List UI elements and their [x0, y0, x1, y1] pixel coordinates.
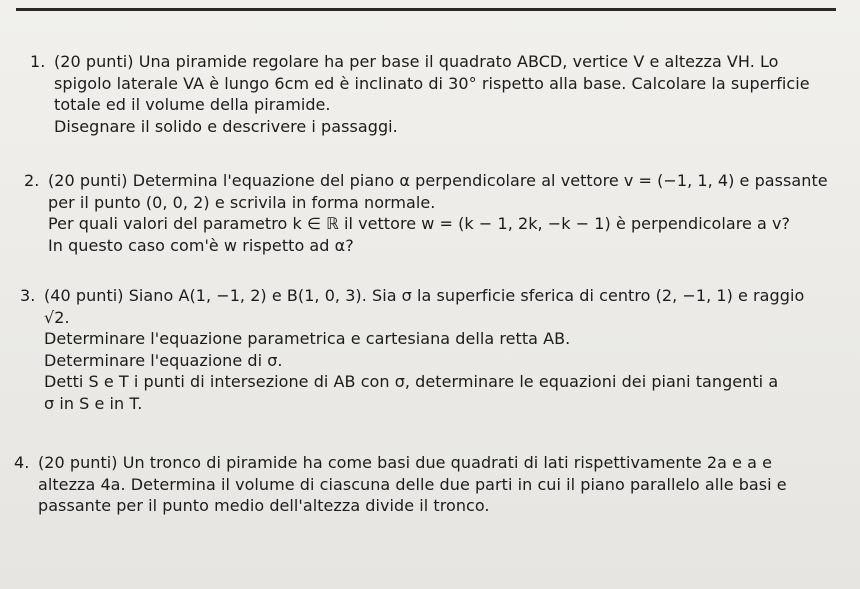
- exercise-line: (20 punti) Una piramide regolare ha per base il quadrato ABCD, vertice V e altezza VH. Lo: [54, 52, 779, 71]
- exercise-number: 2.: [24, 171, 40, 190]
- exercise-line: √2.: [44, 307, 70, 327]
- exercise-line: Per quali valori del parametro k ∈ ℝ il vettore w = (k − 1, 2k, −k − 1) è perpendicolare a v?: [48, 214, 791, 233]
- exercise-line: Detti S e T i punti di intersezione di AB con σ, determinare le equazioni dei piani tangenti a: [44, 372, 779, 391]
- exercise-line: totale ed il volume della piramide.: [54, 95, 331, 114]
- exercise-number: 4.: [14, 453, 30, 472]
- exercise-line: spigolo laterale VA è lungo 6cm ed è inclinato di 30° rispetto alla base. Calcolare la superficie: [54, 73, 810, 93]
- exercise-line: σ in S e in T.: [44, 393, 143, 413]
- exercise-line: passante per il punto medio dell'altezza divide il tronco.: [38, 496, 490, 515]
- exercise-3: [20, 285, 845, 414]
- exercise-line: Disegnare il solido e descrivere i passaggi.: [54, 116, 398, 136]
- exercise-line: (20 punti) Un tronco di piramide ha come basi due quadrati di lati rispettivamente 2a e a e: [38, 453, 773, 472]
- exercise-line: Determinare l'equazione parametrica e cartesiana della retta AB.: [44, 329, 571, 348]
- exercise-line: In questo caso com'è w rispetto ad α?: [48, 235, 354, 255]
- header-rule: [16, 8, 836, 11]
- exercise-1: [30, 51, 845, 137]
- exercise-line: altezza 4a. Determina il volume di ciascuna delle due parti in cui il piano parallelo alle basi e: [38, 474, 787, 494]
- exercise-line: Determinare l'equazione di σ.: [44, 350, 283, 370]
- exercise-line: (40 punti) Siano A(1, −1, 2) e B(1, 0, 3). Sia σ la superficie sferica di centro (2, −1, 1) e raggio: [44, 286, 805, 305]
- exercise-4: [14, 452, 846, 517]
- exercise-number: 1.: [30, 52, 46, 71]
- exercise-line: (20 punti) Determina l'equazione del piano α perpendicolare al vettore v = (−1, 1, 4) e passante: [48, 171, 828, 190]
- exercise-number: 3.: [20, 286, 36, 305]
- exercise-2: [24, 170, 844, 256]
- exercise-line: per il punto (0, 0, 2) e scrivila in forma normale.: [48, 192, 436, 212]
